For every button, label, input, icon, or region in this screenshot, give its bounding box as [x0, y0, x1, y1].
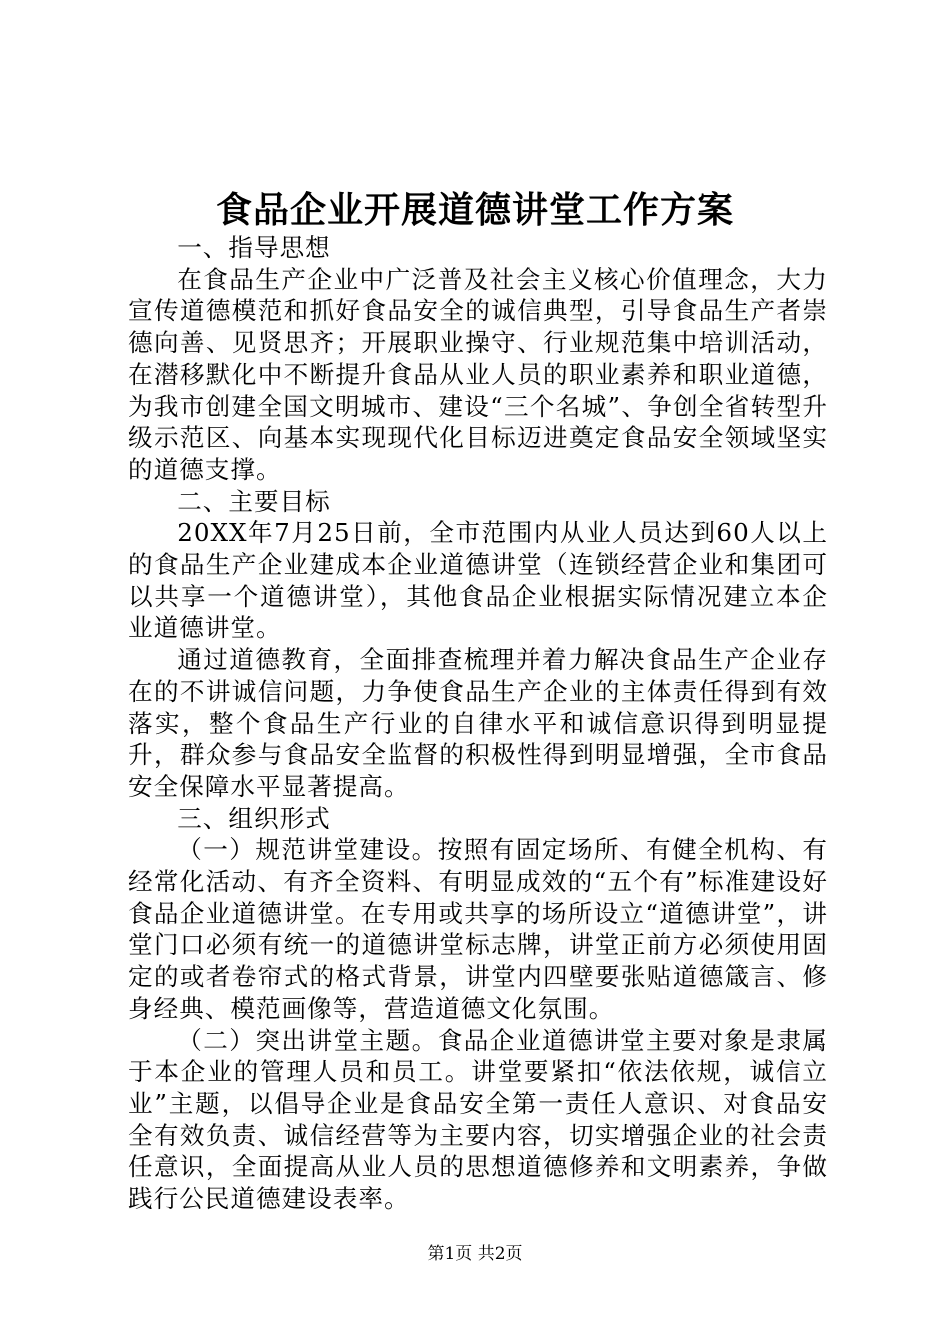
paragraph-standardize-hall: （一）规范讲堂建设。按照有固定场所、有健全机构、有经常化活动、有齐全资料、有明显成效的“五个有”标准建设好食品企业道德讲堂。在专用或共享的场所设立“道德讲堂”，讲堂门口必须有统一的道德讲堂标志牌，讲堂正前方必须使用固定的或者卷帘式的格式背景，讲堂内四壁要张贴道德箴言、修身经典、模范画像等，营造道德文化氛围。 — [128, 835, 828, 1023]
section-heading-main-goals: 二、主要目标 — [177, 486, 331, 516]
document-body — [128, 232, 828, 1215]
page-footer: 第1页 共2页 — [427, 1244, 523, 1264]
document-title: 食品企业开展道德讲堂工作方案 — [215, 189, 734, 231]
paragraph-goals-moral-education: 通过道德教育，全面排查梳理并着力解决食品生产企业存在的不讲诚信问题，力争使食品生产企业的主体责任得到有效落实，整个食品生产行业的自律水平和诚信意识得到明显提升，群众参与食品安全监督的积极性得到明显增强，全市食品安全保障水平显著提高。 — [128, 645, 828, 801]
paragraph-highlight-theme: （二）突出讲堂主题。食品企业道德讲堂主要对象是隶属于本企业的管理人员和员工。讲堂要紧扣“依法依规，诚信立业”主题，以倡导企业是食品安全第一责任人意识、对食品安全有效负责、诚信经营等为主要内容，切实增强企业的社会责任意识，全面提高从业人员的思想道德修养和文明素养，争做践行公民道德建设表率。 — [128, 1025, 828, 1214]
section-heading-organization-form: 三、组织形式 — [177, 803, 331, 833]
section-heading-guiding-ideology: 一、指导思想 — [177, 233, 331, 262]
paragraph-goals-deadline: 20XX年7月25日前，全市范围内从业人员达到60人以上的食品生产企业建成本企业道德讲堂（连锁经营企业和集团可以共享一个道德讲堂），其他食品企业根据实际情况建立本企业道德讲堂。 — [128, 518, 828, 643]
paragraph-guiding-ideology: 在食品生产企业中广泛普及社会主义核心价值理念，大力宣传道德模范和抓好食品安全的诚信典型，引导食品生产者崇德向善、见贤思齐；开展职业操守、行业规范集中培训活动，在潜移默化中不断提升食品从业人员的职业素养和职业道德，为我市创建全国文明城市、建设“三个名城”、争创全省转型升级示范区、向基本实现现代化目标迈进奠定食品安全领域坚实的道德支撑。 — [128, 264, 828, 484]
